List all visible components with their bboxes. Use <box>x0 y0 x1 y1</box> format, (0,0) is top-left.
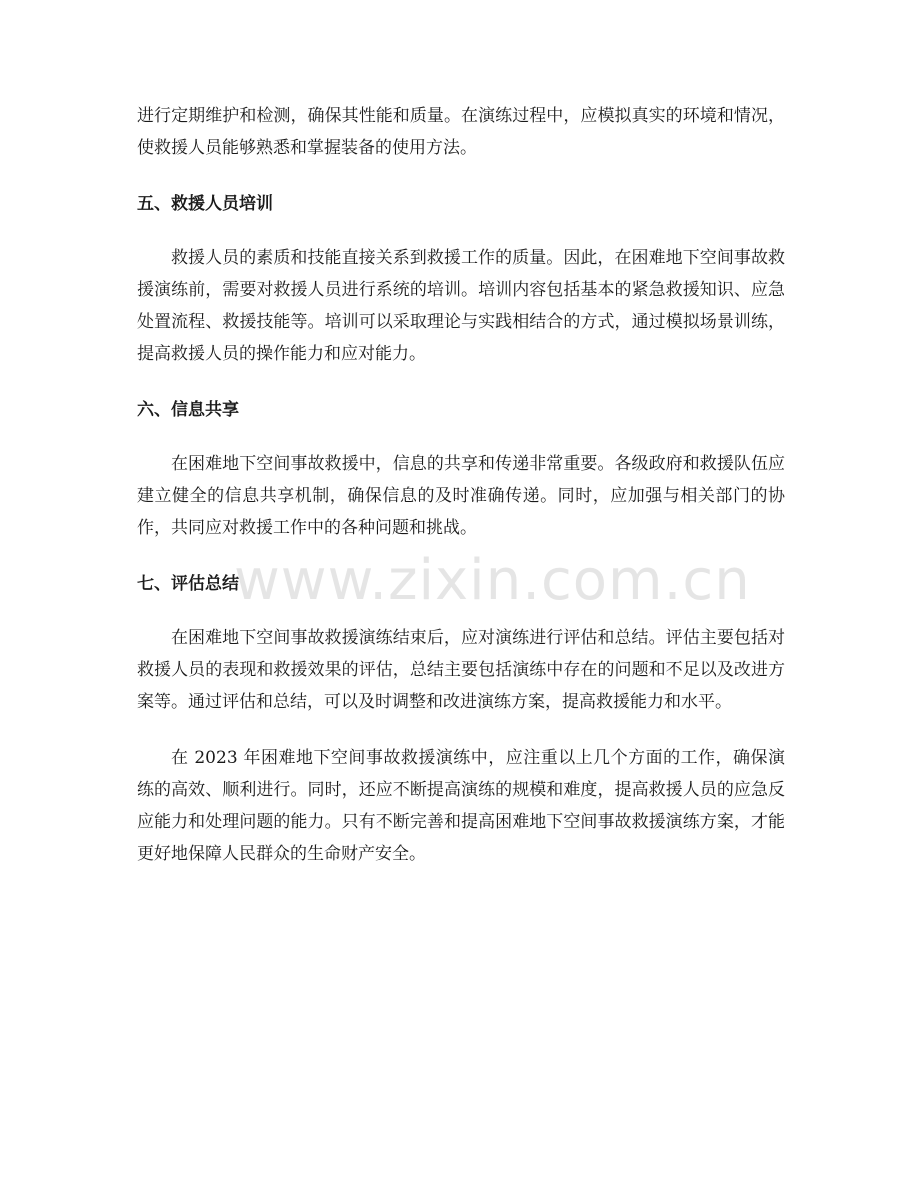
conclusion-paragraph: 在 2023 年困难地下空间事故救援演练中，应注重以上几个方面的工作，确保演练的高效、顺利进行。同时，还应不断提高演练的规模和难度，提高救援人员的应急反应能力和处理问题的能力。只有不断完善和提高困难地下空间事故救援演练方案，才能更好地保障人民群众的生命财产安全。 <box>137 748 785 864</box>
section-paragraph: 救援人员的素质和技能直接关系到救援工作的质量。因此，在困难地下空间事故救援演练前，需要对救援人员进行系统的培训。培训内容包括基本的紧急救援知识、应急处置流程、救援技能等。培训可以采取理论与实践相结合的方式，通过模拟场景训练，提高救援人员的操作能力和应对能力。 <box>137 248 785 364</box>
watermark-text: www.zixin.com.cn <box>234 548 751 613</box>
section-paragraph: 在困难地下空间事故救援演练结束后，应对演练进行评估和总结。评估主要包括对救援人员的表现和救援效果的评估，总结主要包括演练中存在的问题和不足以及改进方案等。通过评估和总结，可以及时调整和改进演练方案，提高救援能力和水平。 <box>137 628 785 712</box>
intro-paragraph: 进行定期维护和检测，确保其性能和质量。在演练过程中，应模拟真实的环境和情况，使救援人员能够熟悉和掌握装备的使用方法。 <box>137 106 785 158</box>
section-heading-info-sharing: 六、信息共享 <box>137 400 239 420</box>
section-paragraph: 在困难地下空间事故救援中，信息的共享和传递非常重要。各级政府和救援队伍应建立健全的信息共享机制，确保信息的及时准确传递。同时，应加强与相关部门的协作，共同应对救援工作中的各种问题和挑战。 <box>137 454 785 538</box>
section-heading-training: 五、救援人员培训 <box>137 194 273 214</box>
section-heading-evaluation: 七、评估总结 <box>137 574 239 594</box>
document-body <box>137 100 785 870</box>
